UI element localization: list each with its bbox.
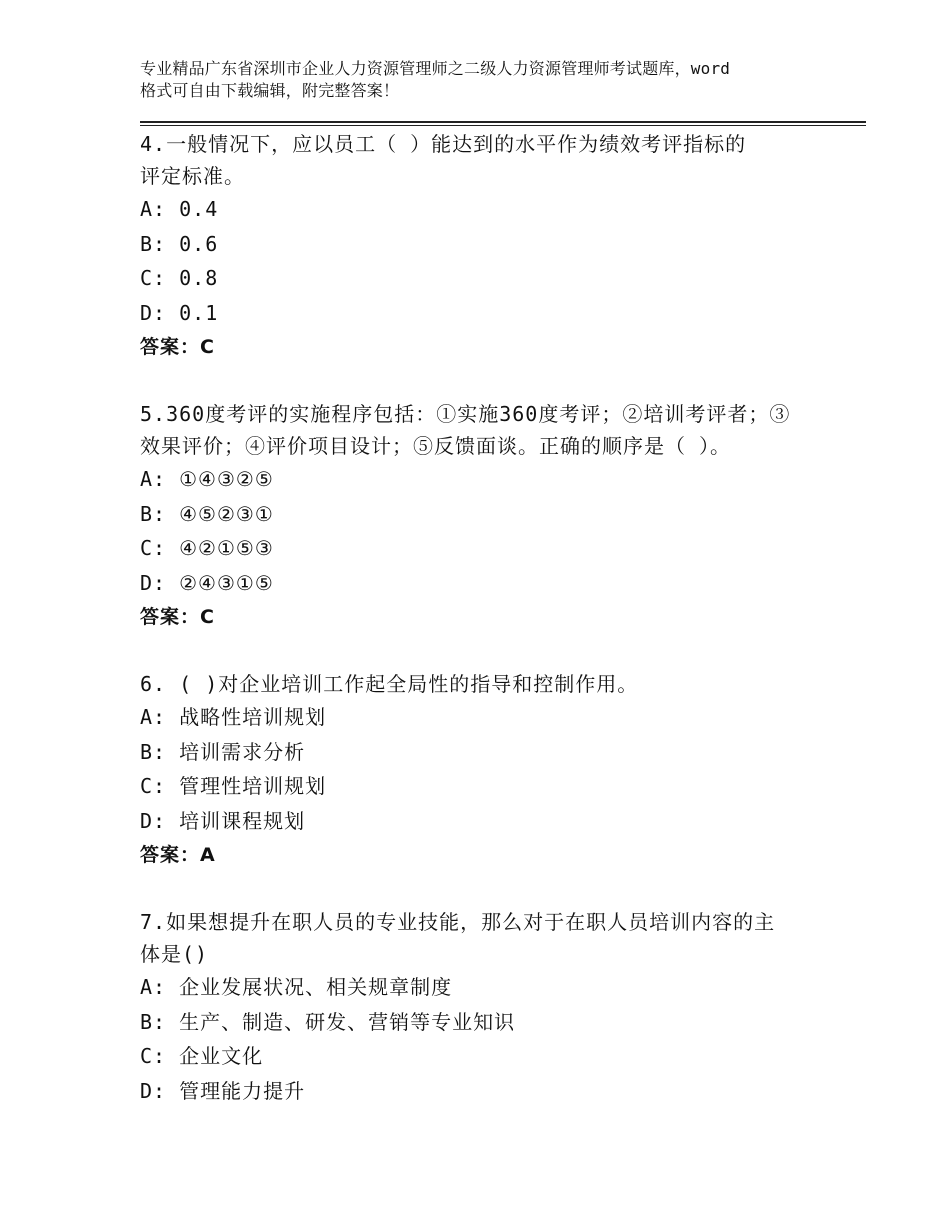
question-7 bbox=[140, 906, 840, 1108]
question-text-line-1: 7.如果想提升在职人员的专业技能，那么对于在职人员培训内容的主 bbox=[140, 910, 776, 934]
option-b: B: 生产、制造、研发、营销等专业知识 bbox=[140, 1009, 516, 1034]
option-b: B: ④⑤②③① bbox=[140, 501, 274, 526]
option-b: B: 培训需求分析 bbox=[140, 739, 306, 764]
question-text-line-2: 体是() bbox=[140, 942, 209, 966]
answer: 答案：A bbox=[140, 844, 216, 866]
option-a: A: 战略性培训规划 bbox=[140, 705, 327, 729]
question-text-line-2: 评定标准。 bbox=[140, 164, 245, 188]
option-c: C: 管理性培训规划 bbox=[140, 774, 327, 798]
answer: 答案：C bbox=[140, 606, 215, 628]
question-text-line-1: 5.360度考评的实施程序包括：①实施360度考评；②培训考评者；③ bbox=[140, 402, 791, 426]
question-5 bbox=[140, 398, 840, 634]
option-a: A: 0.4 bbox=[140, 197, 219, 221]
option-d: D: 培训课程规划 bbox=[140, 808, 306, 833]
question-6 bbox=[140, 668, 840, 872]
question-list bbox=[140, 128, 840, 1108]
question-text-line-1: 6. ( )对企业培训工作起全局性的指导和控制作用。 bbox=[140, 672, 639, 696]
option-d: D: ②④③①⑤ bbox=[140, 570, 274, 595]
spacer bbox=[140, 364, 840, 398]
option-c: C: 0.8 bbox=[140, 266, 219, 290]
header-line-2: 格式可自由下载编辑，附完整答案！ bbox=[140, 81, 400, 100]
option-a: A: ①④③②⑤ bbox=[140, 467, 274, 491]
answer: 答案：C bbox=[140, 336, 215, 358]
option-d: D: 管理能力提升 bbox=[140, 1078, 306, 1103]
header-divider-thick bbox=[140, 121, 866, 123]
header-divider-thin bbox=[140, 125, 866, 126]
option-b: B: 0.6 bbox=[140, 231, 219, 256]
option-d: D: 0.1 bbox=[140, 300, 219, 325]
question-text-line-1: 4.一般情况下，应以员工（ ）能达到的水平作为绩效考评指标的 bbox=[140, 132, 747, 156]
spacer bbox=[140, 872, 840, 906]
option-c: C: 企业文化 bbox=[140, 1044, 264, 1068]
question-text-line-2: 效果评价；④评价项目设计；⑤反馈面谈。正确的顺序是（ ）。 bbox=[140, 434, 732, 458]
spacer bbox=[140, 634, 840, 668]
option-a: A: 企业发展状况、相关规章制度 bbox=[140, 975, 453, 999]
question-4 bbox=[140, 128, 840, 364]
page-header bbox=[140, 58, 840, 102]
option-c: C: ④②①⑤③ bbox=[140, 536, 274, 560]
header-line-1: 专业精品广东省深圳市企业人力资源管理师之二级人力资源管理师考试题库，word bbox=[140, 59, 731, 78]
